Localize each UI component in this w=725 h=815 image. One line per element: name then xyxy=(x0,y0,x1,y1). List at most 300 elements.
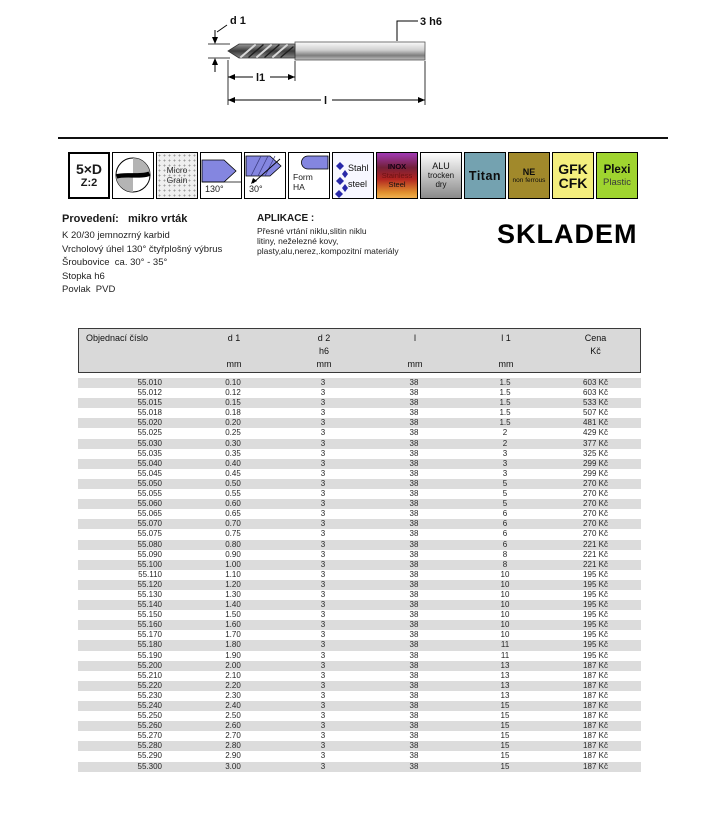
cell-price: 187 Kč xyxy=(583,660,608,670)
cell-d2: 3 xyxy=(320,721,326,731)
cell-d2: 3 xyxy=(320,478,326,488)
dimension-d1 xyxy=(208,15,246,72)
cell-d2: 3 xyxy=(320,589,326,599)
cell-l: 38 xyxy=(409,761,419,771)
cell-l: 38 xyxy=(409,499,419,509)
table-row xyxy=(78,711,641,721)
cell-d1: 1.00 xyxy=(225,559,241,569)
alu-label: ALU xyxy=(432,161,450,171)
column-header-d2: d 2 h6 mm xyxy=(316,333,332,369)
icon-point-angle-130 xyxy=(200,152,242,199)
gfk-label: GFK xyxy=(558,160,588,177)
cell-price: 195 Kč xyxy=(583,579,608,589)
cell-d1: 2.60 xyxy=(225,721,241,731)
cell-price: 187 Kč xyxy=(583,751,608,761)
steel-label-en: steel xyxy=(348,178,368,189)
provedeni-section xyxy=(62,213,252,297)
cell-d2: 3 xyxy=(320,620,326,630)
dimension-shank-dia xyxy=(397,16,442,41)
cell-l1: 15 xyxy=(500,711,510,721)
cell-d2: 3 xyxy=(320,549,326,559)
cell-l1: 13 xyxy=(500,690,510,700)
cell-code: 55.190 xyxy=(137,650,162,660)
cell-price: 195 Kč xyxy=(583,600,608,610)
spec-line: Šroubovice ca. 30° - 35° xyxy=(62,257,168,268)
cell-l: 38 xyxy=(409,751,419,761)
cell-d2: 3 xyxy=(320,569,326,579)
helix-angle-label: 30° xyxy=(249,184,263,194)
cell-l: 38 xyxy=(409,600,419,610)
table-row xyxy=(78,459,641,469)
ratio-label: 5×D xyxy=(75,161,103,177)
cell-d1: 3.00 xyxy=(225,761,241,771)
cell-code: 55.010 xyxy=(137,378,162,387)
cell-code: 55.170 xyxy=(137,630,162,640)
price-table xyxy=(78,378,641,772)
svg-text:3 h6: 3 h6 xyxy=(420,16,443,28)
cell-l1: 2 xyxy=(502,428,508,438)
column-header-l1: l 1 mm xyxy=(498,333,514,369)
cell-d2: 3 xyxy=(320,630,326,640)
svg-text:l: l xyxy=(324,95,328,107)
cell-code: 55.065 xyxy=(137,509,162,519)
cell-l: 38 xyxy=(409,438,419,448)
table-row xyxy=(78,630,641,640)
cell-price: 187 Kč xyxy=(583,701,608,710)
cell-l: 38 xyxy=(409,468,419,478)
shank-form-icon xyxy=(289,153,329,173)
steel-label: Steel xyxy=(388,180,406,189)
cell-l: 38 xyxy=(409,690,419,700)
stainless-label: Stainless xyxy=(381,171,413,180)
table-row xyxy=(78,762,641,772)
cell-code: 55.180 xyxy=(137,640,162,650)
cell-price: 187 Kč xyxy=(583,711,608,721)
aplikace-section xyxy=(257,213,457,256)
cell-d1: 0.40 xyxy=(225,458,241,468)
plexi-label: Plexi xyxy=(603,163,631,176)
cell-d1: 0.45 xyxy=(225,468,241,478)
provedeni-title-label: Provedení: xyxy=(62,213,119,225)
cross-section-icon xyxy=(113,153,153,198)
cell-code: 55.210 xyxy=(137,670,162,680)
icon-plexi-plastic xyxy=(596,152,638,199)
cell-d2: 3 xyxy=(320,640,326,650)
drill-technical-drawing xyxy=(175,6,465,118)
table-row xyxy=(78,398,641,408)
cell-code: 55.025 xyxy=(137,428,162,438)
cell-price: 325 Kč xyxy=(583,448,608,458)
cell-d2: 3 xyxy=(320,610,326,620)
cell-price: 187 Kč xyxy=(583,731,608,741)
cell-l: 38 xyxy=(409,579,419,589)
table-row xyxy=(78,550,641,560)
dry-label-de: trocken xyxy=(427,171,455,180)
cell-d1: 2.40 xyxy=(225,701,241,710)
cell-d1: 2.10 xyxy=(225,670,241,680)
cell-d2: 3 xyxy=(320,690,326,700)
cell-code: 55.045 xyxy=(137,468,162,478)
cell-price: 533 Kč xyxy=(583,398,608,408)
cell-d1: 0.30 xyxy=(225,438,241,448)
cell-price: 429 Kč xyxy=(583,428,608,438)
cell-l1: 6 xyxy=(502,529,508,539)
cell-l: 38 xyxy=(409,741,419,751)
cell-d1: 0.70 xyxy=(225,519,241,529)
cell-code: 55.018 xyxy=(137,408,162,418)
cell-d1: 2.90 xyxy=(225,751,241,761)
cell-l: 38 xyxy=(409,670,419,680)
cell-l: 38 xyxy=(409,589,419,599)
cell-price: 377 Kč xyxy=(583,438,608,448)
cell-d1: 0.35 xyxy=(225,448,241,458)
cell-d1: 1.20 xyxy=(225,579,241,589)
cell-price: 603 Kč xyxy=(583,388,608,398)
icon-steel xyxy=(332,152,374,199)
cell-d2: 3 xyxy=(320,741,326,751)
table-row xyxy=(78,731,641,741)
titan-label: Titan xyxy=(468,168,502,183)
cell-code: 55.110 xyxy=(138,569,162,579)
cell-d2: 3 xyxy=(320,438,326,448)
table-row xyxy=(78,449,641,459)
icon-inox-stainless xyxy=(376,152,418,199)
cell-price: 187 Kč xyxy=(583,741,608,751)
provedeni-title xyxy=(62,213,252,225)
cell-l: 38 xyxy=(409,398,419,408)
cell-price: 270 Kč xyxy=(583,529,608,539)
point-angle-label: 130° xyxy=(205,184,224,194)
cell-d1: 0.60 xyxy=(225,499,241,509)
cell-d1: 1.60 xyxy=(225,620,241,630)
cell-d1: 0.65 xyxy=(225,509,241,519)
cell-price: 221 Kč xyxy=(583,539,608,549)
cell-code: 55.015 xyxy=(137,398,162,408)
cell-d2: 3 xyxy=(320,468,326,478)
ne-label: NE xyxy=(522,166,536,177)
cell-d2: 3 xyxy=(320,761,326,771)
cell-d2: 3 xyxy=(320,509,326,519)
cell-l1: 15 xyxy=(500,701,510,710)
spec-line: Vrcholový úhel 130° čtyřplošný výbrus xyxy=(62,243,223,255)
cell-code: 55.080 xyxy=(137,539,162,549)
table-row xyxy=(78,418,641,428)
cell-l1: 13 xyxy=(500,660,510,670)
cell-d1: 1.10 xyxy=(225,569,241,579)
icon-drill-cross-section xyxy=(112,152,154,199)
cell-d2: 3 xyxy=(320,751,326,761)
table-row xyxy=(78,570,641,580)
cell-l1: 1.5 xyxy=(499,378,511,387)
table-row xyxy=(78,751,641,761)
table-row xyxy=(78,529,641,539)
cell-l: 38 xyxy=(409,731,419,741)
cell-d1: 0.20 xyxy=(225,418,241,428)
cell-d1: 2.30 xyxy=(225,690,241,700)
cell-price: 270 Kč xyxy=(583,478,608,488)
cell-l1: 8 xyxy=(502,549,508,559)
cell-l1: 6 xyxy=(502,509,508,519)
cell-d1: 0.12 xyxy=(225,388,241,398)
cell-l1: 10 xyxy=(500,630,510,640)
micro-grain-label: Micro xyxy=(166,165,188,175)
cell-d1: 1.50 xyxy=(225,610,241,620)
table-row xyxy=(78,610,641,620)
cell-d1: 0.55 xyxy=(225,489,241,499)
cell-d2: 3 xyxy=(320,408,326,418)
cell-l: 38 xyxy=(409,610,419,620)
cell-price: 195 Kč xyxy=(583,630,608,640)
cell-price: 195 Kč xyxy=(583,640,608,650)
application-line: litiny, neželezné kovy, xyxy=(257,236,339,246)
cell-code: 55.200 xyxy=(137,660,162,670)
cell-l1: 2 xyxy=(502,438,508,448)
cell-code: 55.280 xyxy=(137,741,162,751)
cell-l: 38 xyxy=(409,408,419,418)
cell-d2: 3 xyxy=(320,559,326,569)
cell-l: 38 xyxy=(409,539,419,549)
cell-l1: 13 xyxy=(500,680,510,690)
icon-alu-dry xyxy=(420,152,462,199)
cell-l1: 1.5 xyxy=(499,418,511,428)
cell-d1: 1.90 xyxy=(225,650,241,660)
cell-price: 221 Kč xyxy=(583,559,608,569)
table-row xyxy=(78,661,641,671)
cell-code: 55.250 xyxy=(137,711,162,721)
icon-helix-angle-30 xyxy=(244,152,286,199)
spec-line: Povlak PVD xyxy=(62,284,116,295)
cell-l1: 10 xyxy=(500,610,510,620)
plastic-label: Plastic xyxy=(603,176,631,188)
cell-l: 38 xyxy=(409,388,419,398)
cell-code: 55.075 xyxy=(137,529,162,539)
cell-l1: 6 xyxy=(502,519,508,529)
cell-code: 55.130 xyxy=(137,589,162,599)
cell-d1: 0.75 xyxy=(225,529,241,539)
cell-d2: 3 xyxy=(320,448,326,458)
cell-code: 55.230 xyxy=(137,690,162,700)
cell-price: 270 Kč xyxy=(583,489,608,499)
cell-price: 507 Kč xyxy=(583,408,608,418)
price-table-header xyxy=(78,328,641,373)
cell-l1: 15 xyxy=(500,741,510,751)
cell-code: 55.030 xyxy=(137,438,162,448)
cell-l: 38 xyxy=(409,509,419,519)
cell-l: 38 xyxy=(409,378,419,387)
cell-code: 55.150 xyxy=(137,610,162,620)
icon-titan xyxy=(464,152,506,199)
cell-l: 38 xyxy=(409,418,419,428)
table-row xyxy=(78,701,641,711)
non-ferrous-label: non ferrous xyxy=(512,176,546,184)
cell-d2: 3 xyxy=(320,489,326,499)
cell-d2: 3 xyxy=(320,458,326,468)
cell-l1: 10 xyxy=(500,579,510,589)
stock-status-label: SKLADEM xyxy=(497,219,638,249)
cell-l1: 10 xyxy=(500,620,510,630)
cell-code: 55.040 xyxy=(137,458,162,468)
cell-l1: 10 xyxy=(500,589,510,599)
cell-l: 38 xyxy=(409,660,419,670)
cell-price: 195 Kč xyxy=(583,569,608,579)
table-row xyxy=(78,681,641,691)
cell-l1: 3 xyxy=(502,448,508,458)
cell-l1: 5 xyxy=(502,499,508,509)
cell-code: 55.290 xyxy=(137,751,162,761)
column-header-code: Objednací číslo xyxy=(86,333,149,343)
cell-d2: 3 xyxy=(320,499,326,509)
icon-gfk-cfk xyxy=(552,152,594,199)
cell-d1: 1.40 xyxy=(225,600,241,610)
cell-d1: 0.50 xyxy=(225,478,241,488)
cell-d2: 3 xyxy=(320,529,326,539)
drill-shank xyxy=(295,42,425,60)
dry-label-en: dry xyxy=(435,180,447,189)
cell-code: 55.050 xyxy=(137,478,162,488)
cell-price: 195 Kč xyxy=(583,589,608,599)
table-row xyxy=(78,519,641,529)
cell-l: 38 xyxy=(409,630,419,640)
cell-d2: 3 xyxy=(320,680,326,690)
cell-price: 195 Kč xyxy=(583,620,608,630)
cell-l1: 10 xyxy=(500,600,510,610)
spec-line: Stopka h6 xyxy=(62,270,105,282)
cell-d2: 3 xyxy=(320,711,326,721)
cell-d1: 0.15 xyxy=(225,398,241,408)
steel-label-de: Stahl xyxy=(348,162,369,173)
cell-price: 270 Kč xyxy=(583,509,608,519)
cell-l1: 8 xyxy=(502,559,508,569)
horizontal-divider xyxy=(58,137,668,139)
cell-l1: 1.5 xyxy=(499,408,511,418)
cell-d2: 3 xyxy=(320,539,326,549)
price-table-body xyxy=(78,378,641,772)
cell-code: 55.055 xyxy=(137,489,162,499)
cell-code: 55.260 xyxy=(137,721,162,731)
table-row xyxy=(78,560,641,570)
cell-l: 38 xyxy=(409,569,419,579)
flute-count-label: Z:2 xyxy=(80,177,98,189)
icon-form-ha xyxy=(288,152,330,199)
svg-text:d 1: d 1 xyxy=(230,15,246,27)
icon-micro-grain xyxy=(156,152,198,199)
cell-d2: 3 xyxy=(320,388,326,398)
cell-price: 187 Kč xyxy=(583,670,608,680)
table-row xyxy=(78,469,641,479)
cell-l1: 10 xyxy=(500,569,510,579)
table-row xyxy=(78,428,641,438)
cell-d1: 2.50 xyxy=(225,711,241,721)
cell-l: 38 xyxy=(409,478,419,488)
cell-d2: 3 xyxy=(320,398,326,408)
point-angle-icon xyxy=(201,153,241,184)
table-row xyxy=(78,378,641,388)
cell-code: 55.070 xyxy=(137,519,162,529)
cell-l1: 6 xyxy=(502,539,508,549)
cell-code: 55.100 xyxy=(137,559,162,569)
cell-l: 38 xyxy=(409,448,419,458)
cell-d1: 1.70 xyxy=(225,630,241,640)
cell-code: 55.060 xyxy=(137,499,162,509)
table-row xyxy=(78,489,641,499)
cell-code: 55.240 xyxy=(137,701,162,710)
cell-price: 195 Kč xyxy=(583,610,608,620)
cell-code: 55.012 xyxy=(137,388,162,398)
spec-line: K 20/30 jemnozrný karbid xyxy=(62,230,170,241)
cell-d1: 1.80 xyxy=(225,640,241,650)
cell-code: 55.140 xyxy=(137,600,162,610)
table-row xyxy=(78,691,641,701)
cell-l1: 5 xyxy=(502,478,508,488)
table-row xyxy=(78,509,641,519)
svg-text:l1: l1 xyxy=(256,72,266,84)
cell-l: 38 xyxy=(409,428,419,438)
cell-d2: 3 xyxy=(320,579,326,589)
cell-d1: 2.70 xyxy=(225,731,241,741)
table-row xyxy=(78,540,641,550)
cell-d1: 0.18 xyxy=(225,408,241,418)
table-row xyxy=(78,651,641,661)
table-row xyxy=(78,600,641,610)
cell-price: 299 Kč xyxy=(583,468,608,478)
cell-d1: 0.80 xyxy=(225,539,241,549)
cell-price: 187 Kč xyxy=(583,680,608,690)
cell-price: 270 Kč xyxy=(583,499,608,509)
cell-code: 55.270 xyxy=(137,731,162,741)
table-row xyxy=(78,741,641,751)
cell-l1: 11 xyxy=(500,650,510,660)
helix-angle-icon xyxy=(245,153,285,184)
cell-d1: 0.90 xyxy=(225,549,241,559)
cell-d2: 3 xyxy=(320,519,326,529)
icon-non-ferrous xyxy=(508,152,550,199)
cell-l1: 15 xyxy=(500,761,510,771)
cell-d1: 2.20 xyxy=(225,680,241,690)
cell-l: 38 xyxy=(409,519,419,529)
micro-grain-label2: Grain xyxy=(166,174,188,185)
cell-price: 270 Kč xyxy=(583,519,608,529)
cell-code: 55.120 xyxy=(137,579,162,589)
cell-d2: 3 xyxy=(320,701,326,710)
table-row xyxy=(78,388,641,398)
cell-l1: 11 xyxy=(500,640,510,650)
cell-code: 55.220 xyxy=(137,680,162,690)
cell-d2: 3 xyxy=(320,418,326,428)
table-row xyxy=(78,408,641,418)
form-type-label: HA xyxy=(293,181,305,192)
column-header-l: l mm xyxy=(407,333,423,369)
cell-d1: 2.80 xyxy=(225,741,241,751)
cell-l: 38 xyxy=(409,640,419,650)
cell-code: 55.090 xyxy=(137,549,162,559)
cell-d1: 2.00 xyxy=(225,660,241,670)
cell-l1: 15 xyxy=(500,721,510,731)
coolant-drops-icon xyxy=(333,153,348,198)
cell-d1: 1.30 xyxy=(225,589,241,599)
cell-l: 38 xyxy=(409,529,419,539)
cell-l: 38 xyxy=(409,549,419,559)
cell-price: 603 Kč xyxy=(583,378,608,387)
cell-l1: 15 xyxy=(500,731,510,741)
cell-code: 55.300 xyxy=(137,761,162,771)
cell-l1: 1.5 xyxy=(499,388,511,398)
cell-price: 481 Kč xyxy=(583,418,608,428)
price-table-container xyxy=(78,378,641,772)
cell-code: 55.020 xyxy=(137,418,162,428)
cell-code: 55.160 xyxy=(137,620,162,630)
cell-d2: 3 xyxy=(320,378,326,387)
cell-l1: 5 xyxy=(502,489,508,499)
